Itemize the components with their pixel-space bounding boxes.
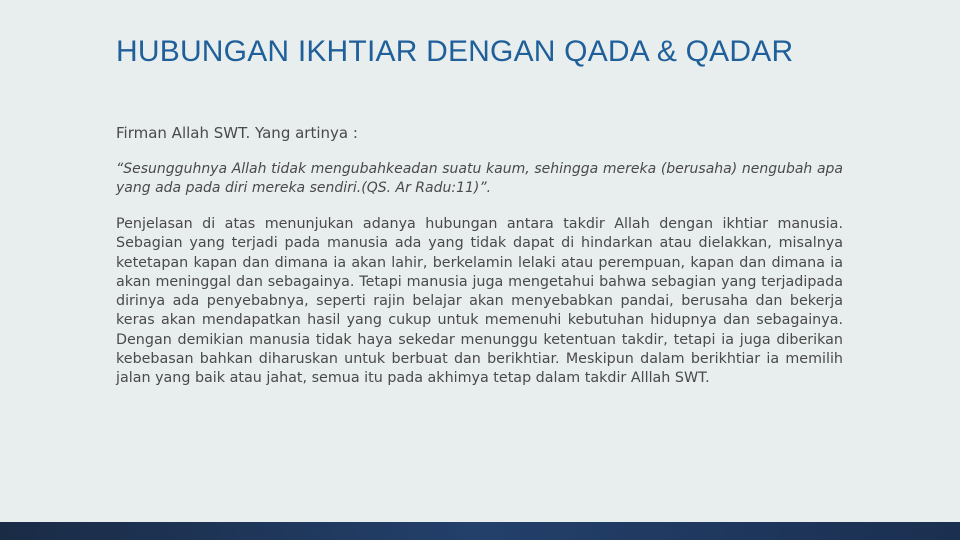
quote-text: “Sesungguhnya Allah tidak mengubahkeadan suatu kaum, sehingga mereka (berusaha) nengubah apa yang ada pada diri mereka sendiri.(QS. Ar Radu:11)”.: [116, 161, 843, 196]
bottom-bar: [0, 522, 960, 540]
slide-content: [116, 123, 843, 389]
intro-text: Firman Allah SWT. Yang artinya :: [116, 124, 358, 142]
slide-title: HUBUNGAN IKHTIAR DENGAN QADA & QADAR: [116, 35, 794, 68]
body-paragraph: Penjelasan di atas menunjukan adanya hubungan antara takdir Allah dengan ikhtiar manusia. Sebagian yang terjadi pada manusia ada yang tidak dapat di hindarkan atau dielakkan, misalnya ketetapan kapan dan dimana ia akan lahir, berkelamin lelaki atau perempuan, kapan dan dimana ia akan meninggal dan sebagainya. Tetapi manusia juga mengetahui bahwa sebagian yang terjadipada dirinya ada penyebabnya, seperti rajin belajar akan menyebabkan pandai, berusaha dan bekerja keras akan mendapatkan hasil yang cukup untuk memenuhi kebutuhan hidupnya dan sebagainya. Dengan demikian manusia tidak haya sekedar menunggu ketentuan takdir, tetapi ia juga diberikan kebebasan bahkan diharuskan untuk berbuat dan berikhtiar. Meskipun dalam berikhtiar ia memilih jalan yang baik atau jahat, semua itu pada akhimya tetap dalam takdir Alllah SWT.: [116, 216, 843, 387]
